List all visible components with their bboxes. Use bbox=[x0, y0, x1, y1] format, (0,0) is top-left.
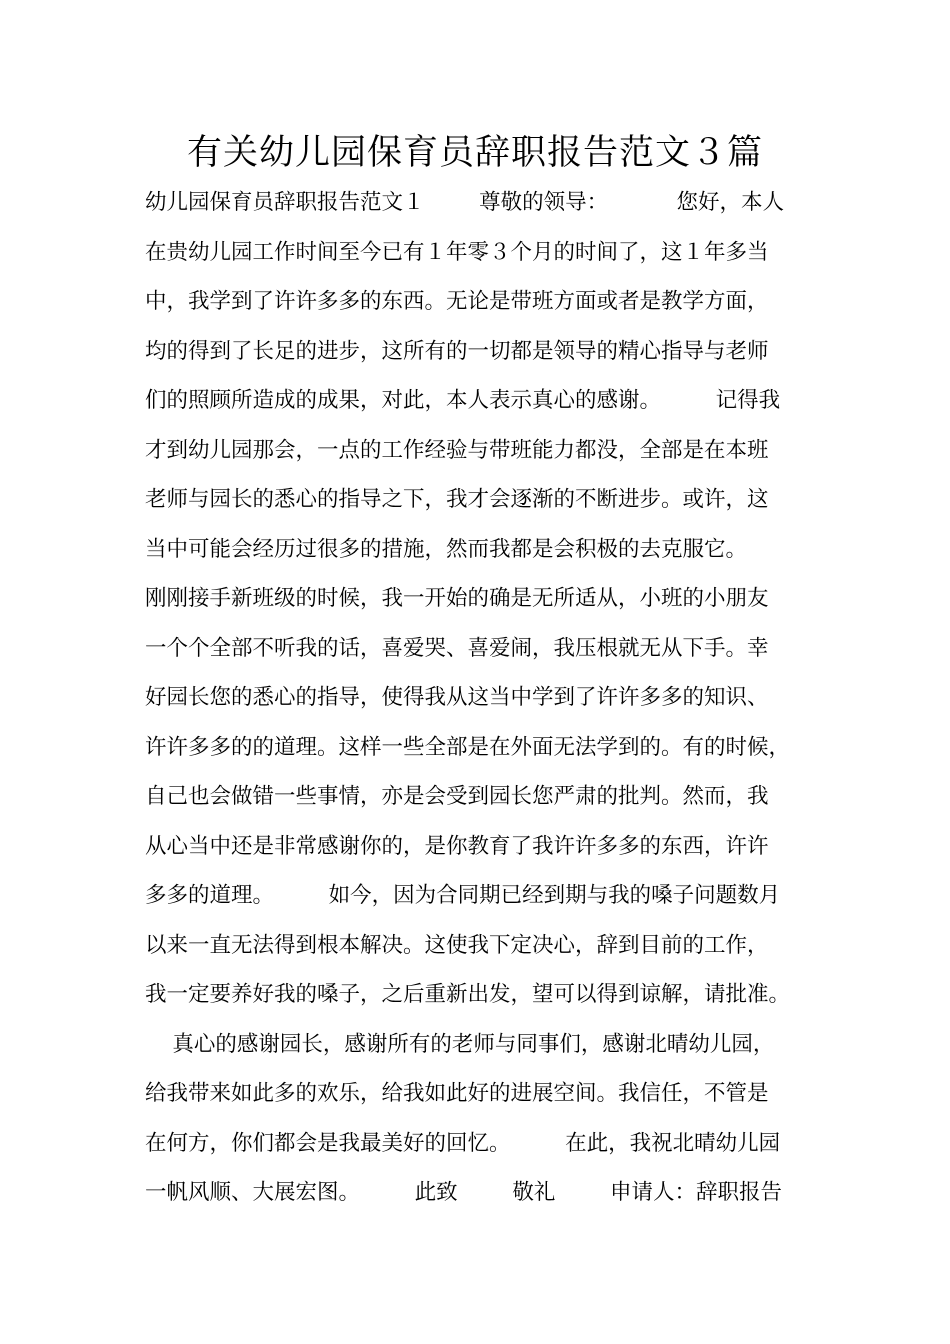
body-line: 中，我学到了许许多多的东西。无论是带班方面或者是教学方面， bbox=[145, 289, 769, 314]
body-line: 当中可能会经历过很多的措施，然而我都是会积极的去克服它。 bbox=[145, 536, 748, 562]
body-line: 从心当中还是非常感谢你的，是你教育了我许许多多的东西，许许 bbox=[145, 833, 769, 859]
body-line: 我一定要养好我的嗓子，之后重新出发，望可以得到谅解，请批准。 bbox=[145, 982, 791, 1007]
body-line: 一帆风顺、大展宏图。 此致 敬礼 申请人：辞职报告 bbox=[145, 1180, 783, 1205]
document-title: 有关幼儿园保育员辞职报告范文３篇 bbox=[186, 133, 763, 173]
document-body bbox=[145, 178, 845, 1218]
body-line: 自己也会做错一些事情，亦是会受到园长您严肃的批判。然而，我 bbox=[145, 784, 769, 809]
body-line: 们的照顾所造成的成果，对此，本人表示真心的感谢。 记得我 bbox=[145, 388, 781, 413]
body-line: 好园长您的悉心的指导，使得我从这当中学到了许许多多的知识、 bbox=[145, 685, 769, 710]
body-line: 均的得到了长足的进步，这所有的一切都是领导的精心指导与老师 bbox=[145, 338, 769, 364]
body-line: 老师与园长的悉心的指导之下，我才会逐渐的不断进步。或许，这 bbox=[145, 487, 769, 512]
body-line: 刚刚接手新班级的时候，我一开始的确是无所适从，小班的小朋友 bbox=[145, 586, 769, 611]
body-line: 在贵幼儿园工作时间至今已有１年零３个月的时间了，这１年多当 bbox=[145, 239, 769, 265]
body-line: 给我带来如此多的欢乐，给我如此好的进展空间。我信任，不管是 bbox=[145, 1081, 769, 1106]
body-line: 幼儿园保育员辞职报告范文１ 尊敬的领导： 您好，本人 bbox=[145, 190, 785, 215]
body-line: 以来一直无法得到根本解决。这使我下定决心，辞到目前的工作， bbox=[145, 932, 769, 958]
body-line: 许许多多的的道理。这样一些全部是在外面无法学到的。有的时候， bbox=[145, 734, 791, 760]
body-line: 一个个全部不听我的话，喜爱哭、喜爱闹，我压根就无从下手。幸 bbox=[145, 635, 769, 661]
body-line: 多多的道理。 如今，因为合同期已经到期与我的嗓子问题数月 bbox=[145, 883, 781, 908]
body-line: 才到幼儿园那会，一点的工作经验与带班能力都没，全部是在本班 bbox=[145, 437, 769, 463]
body-line: 在何方，你们都会是我最美好的回忆。 在此，我祝北晴幼儿园 bbox=[145, 1130, 781, 1156]
body-line: 真心的感谢园长，感谢所有的老师与同事们，感谢北晴幼儿园， bbox=[145, 1031, 775, 1057]
